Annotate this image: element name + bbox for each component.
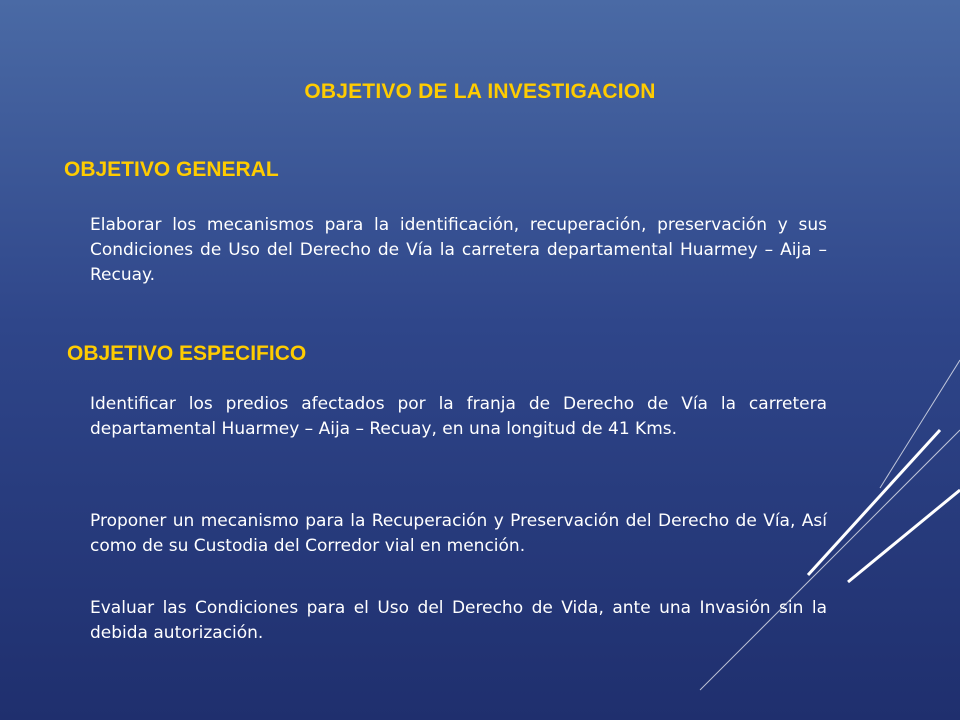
slide-title: OBJETIVO DE LA INVESTIGACION — [304, 80, 656, 103]
objetivo-especifico-item-3: Evaluar las Condiciones para el Uso del Derecho de Vida, ante una Invasión sin la debida autorización. — [90, 598, 827, 643]
objetivo-especifico-heading: OBJETIVO ESPECIFICO — [67, 342, 307, 365]
deco-line-thick-2 — [848, 490, 960, 582]
deco-line-thick-1 — [808, 430, 940, 575]
objetivo-especifico-item-2: Proponer un mecanismo para la Recuperación y Preservación del Derecho de Vía, Así como de su Custodia del Corredor vial en mención. — [90, 511, 827, 556]
deco-line-thin-2 — [880, 360, 960, 488]
objetivo-especifico-item-1: Identificar los predios afectados por la franja de Derecho de Vía la carretera departamental Huarmey – Aija – Recuay, en una longitud de 41 Kms. — [90, 394, 827, 439]
objetivo-general-text: Elaborar los mecanismos para la identificación, recuperación, preservación y sus Condiciones de Uso del Derecho de Vía la carretera departamental Huarmey – Aija – Recuay. — [90, 215, 827, 285]
deco-line-thin-1 — [700, 430, 960, 690]
objetivo-general-heading: OBJETIVO GENERAL — [64, 158, 279, 181]
